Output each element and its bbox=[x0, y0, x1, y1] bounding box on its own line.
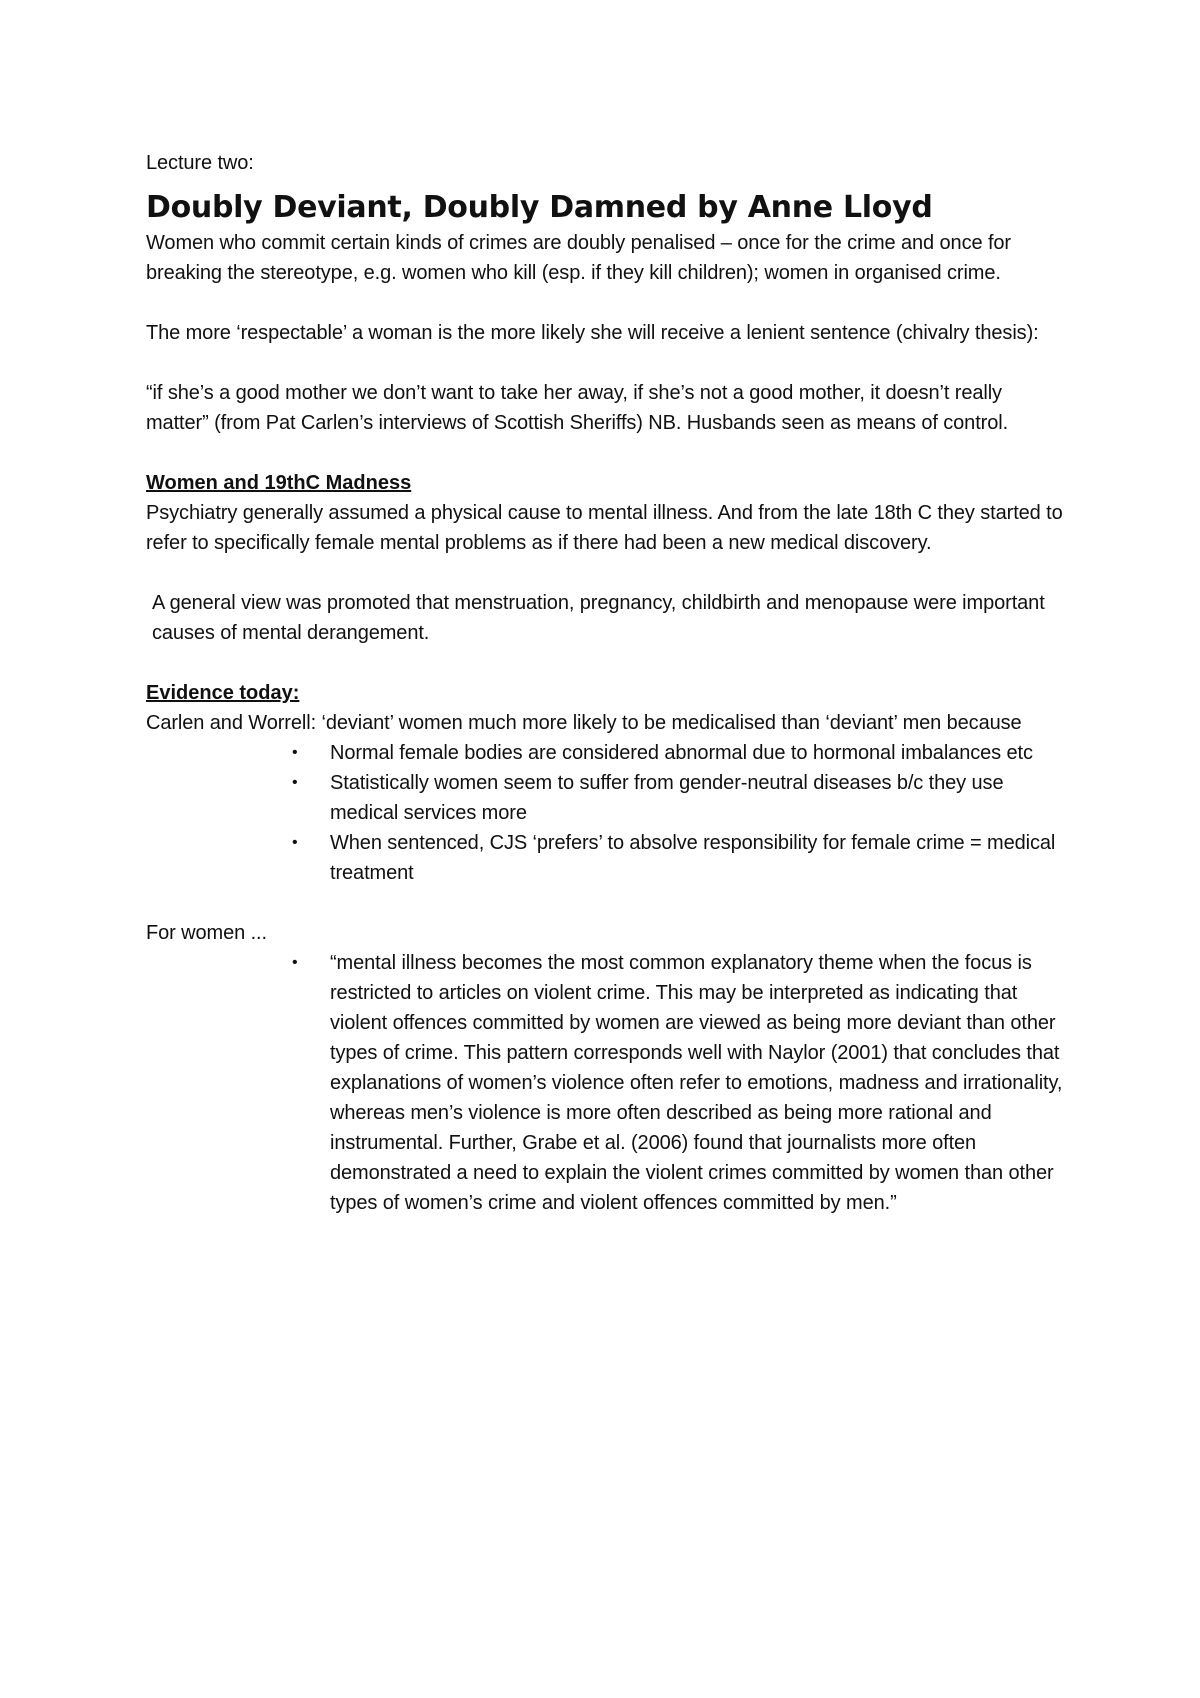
bullet-icon: • bbox=[292, 834, 298, 851]
madness-paragraph: Psychiatry generally assumed a physical cause to mental illness. And from the late 18th C they started to refer to specifically female mental problems as if there had been a new medical discovery. bbox=[146, 502, 1063, 554]
section-heading-madness: Women and 19thC Madness bbox=[146, 472, 412, 494]
evidence-bullet-list bbox=[146, 738, 1066, 888]
respectable-paragraph: The more ‘respectable’ a woman is the more likely she will receive a lenient sentence (chivalry thesis): bbox=[146, 322, 1039, 344]
for-women-bullet-list bbox=[146, 948, 1066, 1218]
bullet-icon: • bbox=[292, 954, 298, 971]
list-item bbox=[292, 948, 1066, 1218]
lecture-label: Lecture two: bbox=[146, 152, 254, 174]
bullet-text: Statistically women seem to suffer from gender-neutral diseases b/c they use medical services more bbox=[330, 772, 1004, 824]
list-item bbox=[292, 738, 1066, 768]
list-item bbox=[292, 768, 1066, 828]
quote-paragraph: “if she’s a good mother we don’t want to take her away, if she’s not a good mother, it doesn’t really matter” (from Pat Carlen’s interviews of Scottish Sheriffs) NB. Husbands seen as means of control. bbox=[146, 382, 1009, 434]
document-title: Doubly Deviant, Doubly Damned by Anne Lloyd bbox=[146, 190, 933, 225]
list-item bbox=[292, 828, 1066, 888]
document-page bbox=[146, 148, 1066, 1218]
section-heading-evidence: Evidence today: bbox=[146, 682, 300, 704]
intro-paragraph: Women who commit certain kinds of crimes are doubly penalised – once for the crime and once for breaking the stereotype, e.g. women who kill (esp. if they kill children); women in organised crime. bbox=[146, 232, 1011, 284]
evidence-paragraph: Carlen and Worrell: ‘deviant’ women much more likely to be medicalised than ‘deviant’ men because bbox=[146, 712, 1022, 734]
bullet-icon: • bbox=[292, 774, 298, 791]
bullet-text: When sentenced, CJS ‘prefers’ to absolve responsibility for female crime = medical treatment bbox=[330, 832, 1056, 884]
bullet-text: Normal female bodies are considered abnormal due to hormonal imbalances etc bbox=[330, 742, 1033, 764]
bullet-icon: • bbox=[292, 744, 298, 761]
bullet-text: “mental illness becomes the most common explanatory theme when the focus is restricted to articles on violent crime. This may be interpreted as indicating that violent offences committed by women are viewed as being more deviant than other types of crime. This pattern corresponds well with Naylor (2001) that concludes that explanations of women’s violence often refer to emotions, madness and irrationality, whereas men’s violence is more often described as being more rational and instrumental. Further, Grabe et al. (2006) found that journalists more often demonstrated a need to explain the violent crimes committed by women than other types of women’s crime and violent offences committed by men.” bbox=[330, 952, 1063, 1214]
for-women-lead: For women ... bbox=[146, 922, 267, 944]
general-view-paragraph: A general view was promoted that menstruation, pregnancy, childbirth and menopause were important causes of mental derangement. bbox=[152, 592, 1045, 644]
